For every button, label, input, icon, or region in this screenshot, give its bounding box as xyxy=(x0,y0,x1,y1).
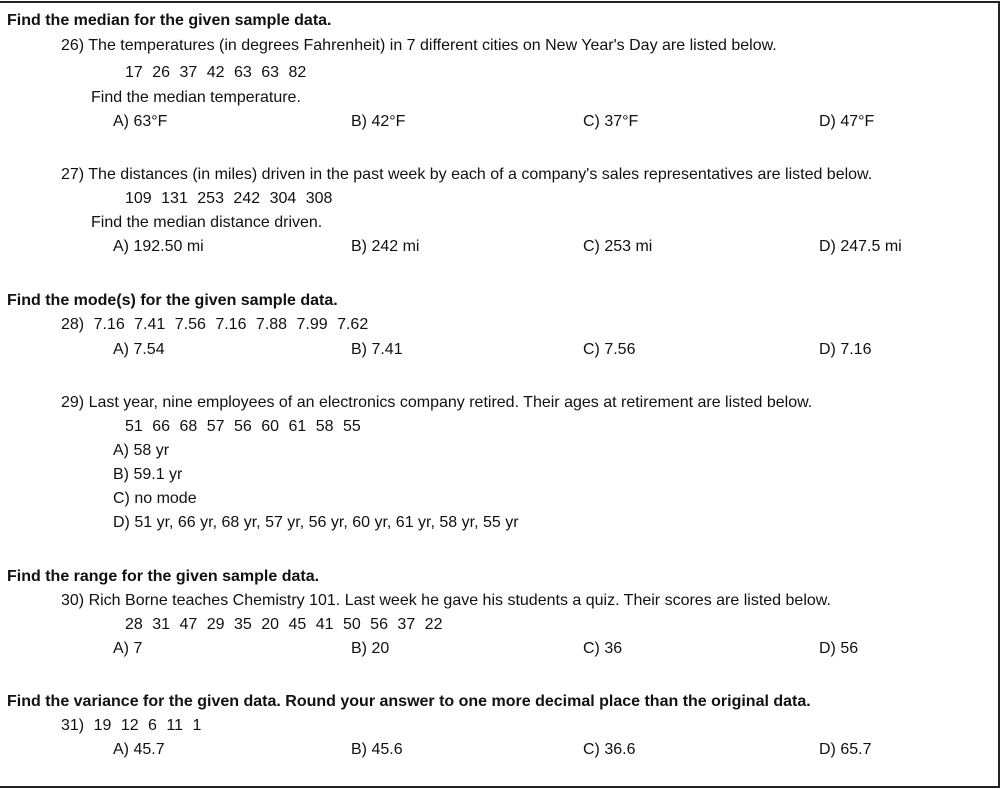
question-28-text: 28) 7.16 7.41 7.56 7.16 7.88 7.99 7.62 xyxy=(61,316,369,333)
question-31-option-a: A) 45.7 xyxy=(113,741,165,758)
section-header-variance: Find the variance for the given data. Round your answer to one more decimal place than the original data. xyxy=(7,693,811,710)
question-29-option-d: D) 51 yr, 66 yr, 68 yr, 57 yr, 56 yr, 60 yr, 61 yr, 58 yr, 55 yr xyxy=(113,514,519,531)
question-26-option-a: A) 63°F xyxy=(113,113,168,130)
question-28-option-c: C) 7.56 xyxy=(583,341,636,358)
question-30-option-a: A) 7 xyxy=(113,640,143,657)
question-28-option-d: D) 7.16 xyxy=(819,341,872,358)
question-26-text: 26) The temperatures (in degrees Fahrenheit) in 7 different cities on New Year's Day are listed below. xyxy=(61,37,777,54)
question-27-option-d: D) 247.5 mi xyxy=(819,238,902,255)
question-26-option-b: B) 42°F xyxy=(351,113,406,130)
question-29-data: 51 66 68 57 56 60 61 58 55 xyxy=(125,418,361,435)
question-31-text: 31) 19 12 6 11 1 xyxy=(61,717,202,734)
question-30-option-c: C) 36 xyxy=(583,640,623,657)
question-29-text: 29) Last year, nine employees of an electronics company retired. Their ages at retirement are listed below. xyxy=(61,394,813,411)
bottom-border xyxy=(0,786,1000,788)
question-30-option-d: D) 56 xyxy=(819,640,859,657)
question-29-option-a: A) 58 yr xyxy=(113,442,170,459)
question-30-option-b: B) 20 xyxy=(351,640,390,657)
question-27-data: 109 131 253 242 304 308 xyxy=(125,190,333,207)
question-27-text: 27) The distances (in miles) driven in the past week by each of a company's sales representatives are listed below. xyxy=(61,166,873,183)
question-27-option-c: C) 253 mi xyxy=(583,238,653,255)
question-27-option-a: A) 192.50 mi xyxy=(113,238,204,255)
question-29-option-c: C) no mode xyxy=(113,490,197,507)
question-26-prompt: Find the median temperature. xyxy=(91,89,301,106)
question-26-option-d: D) 47°F xyxy=(819,113,875,130)
question-30-text: 30) Rich Borne teaches Chemistry 101. Last week he gave his students a quiz. Their scores are listed below. xyxy=(61,592,831,609)
question-31-option-b: B) 45.6 xyxy=(351,741,403,758)
question-28-option-b: B) 7.41 xyxy=(351,341,403,358)
question-26-option-c: C) 37°F xyxy=(583,113,639,130)
question-27-option-b: B) 242 mi xyxy=(351,238,420,255)
question-26-data: 17 26 37 42 63 63 82 xyxy=(125,64,307,81)
question-31-option-c: C) 36.6 xyxy=(583,741,636,758)
question-28-option-a: A) 7.54 xyxy=(113,341,165,358)
question-31-option-d: D) 65.7 xyxy=(819,741,872,758)
top-border xyxy=(0,1,1000,3)
question-30-data: 28 31 47 29 35 20 45 41 50 56 37 22 xyxy=(125,616,443,633)
section-header-range: Find the range for the given sample data. xyxy=(7,568,320,585)
section-header-mode: Find the mode(s) for the given sample data. xyxy=(7,292,338,309)
question-27-prompt: Find the median distance driven. xyxy=(91,214,323,231)
question-29-option-b: B) 59.1 yr xyxy=(113,466,183,483)
section-header-median: Find the median for the given sample data. xyxy=(7,12,332,29)
